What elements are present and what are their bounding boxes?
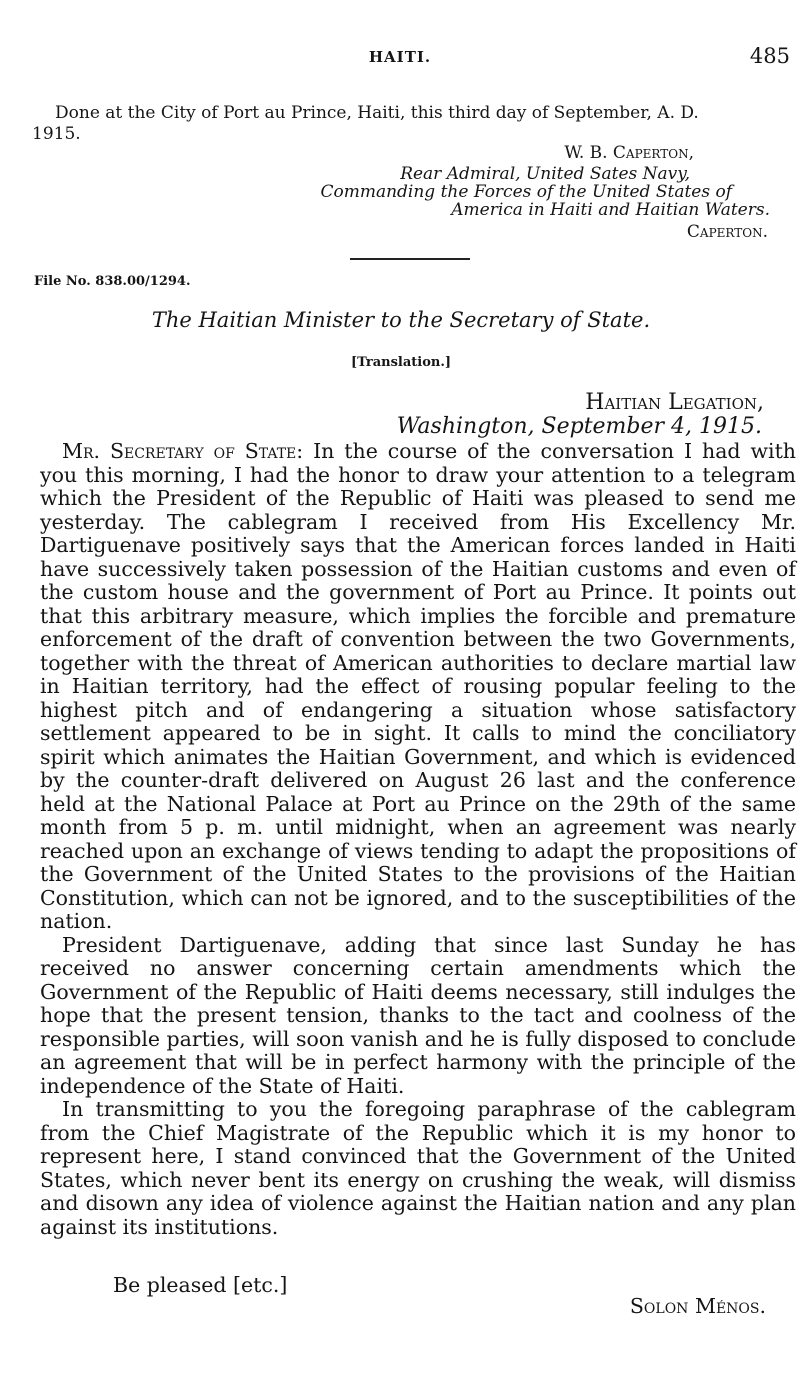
running-head: HAITI. [368, 48, 432, 66]
signatory-name [564, 143, 694, 163]
paragraph-2: President Dartiguenave, adding that since last Sunday he has received no answer concerning certain amendments which the Government of the Republic of Haiti deems necessary, still indulges the hope that the present tension, thanks to the tact and coolness of the responsible parties, will soon vanish and he is fully disposed to conclude an agreement that will be in perfect harmony with the principle of the independence of the State of Haiti. [40, 932, 796, 1098]
previous-closing-year: 1915. [32, 124, 81, 144]
section-divider [350, 258, 470, 260]
paragraph-1 [40, 440, 796, 934]
legation-heading: Haitian Legation, [585, 390, 764, 415]
salutation: Mr. Secretary of State [62, 439, 297, 463]
paragraph-1-text: : In the course of the conversation I had with you this morning, I had the honor to draw your attention to a telegram which the President of the Republic of Haiti was pleased to send me yesterday. The cablegram I received from His Excellency Mr. Dartiguenave positively says that the American forces landed in Haiti have successively taken possession of the Haitian customs and even of the custom house and the government of Port au Prince. It points out that this arbitrary measure, which implies the forcible and premature enforcement of the draft of convention between the two Governments, together with the threat of American authorities to declare martial law in Haitian territory, had the effect of rousing popular feeling to the highest pitch and of endangering a situation whose satisfactory settlement appeared to be in sight. It calls to mind the conciliatory spirit which animates the Haitian Government, and which is evidenced by the counter-draft delivered on August 26 last and the conference held at the National Palace at Port au Prince on the 29th of the same month from 5 p. m. until midnight, when an agreement was nearly reached upon an exchange of views tending to adapt the propositions of the Government of the United States to the provisions of the Haitian Constitution, which can not be ignored, and to the susceptibilities of the nation. [40, 439, 797, 933]
file-number: File No. 838.00/1294. [34, 274, 191, 289]
complimentary-close: Be pleased [etc.] [113, 1273, 288, 1297]
translation-note: [Translation.] [350, 355, 452, 370]
signatory-title-3: America in Haiti and Haitian Waters. [451, 200, 770, 220]
signature: Solon Ménos. [629, 1294, 766, 1318]
previous-closing-line: Done at the City of Port au Prince, Haiti, this third day of September, A. D. [55, 103, 699, 123]
signatory-title-2: Commanding the Forces of the United States of [320, 182, 732, 202]
page-number: 485 [749, 44, 790, 68]
signatory-title-1: Rear Admiral, United Sates Navy, [400, 164, 690, 184]
document-title: The Haitian Minister to the Secretary of State. [151, 308, 651, 332]
letter-body [40, 440, 796, 1239]
dateline: Washington, September 4, 1915. [396, 414, 762, 439]
short-signature: Caperton. [686, 222, 768, 242]
signatory-name-text: W. B. Caperton, [564, 143, 694, 163]
paragraph-3: In transmitting to you the foregoing paraphrase of the cablegram from the Chief Magistrate of the Republic which it is my honor to represent here, I stand convinced that the Government of the United States, which never bent its energy on crushing the weak, will dismiss and disown any idea of violence against the Haitian nation and any plan against its institutions. [40, 1097, 796, 1239]
